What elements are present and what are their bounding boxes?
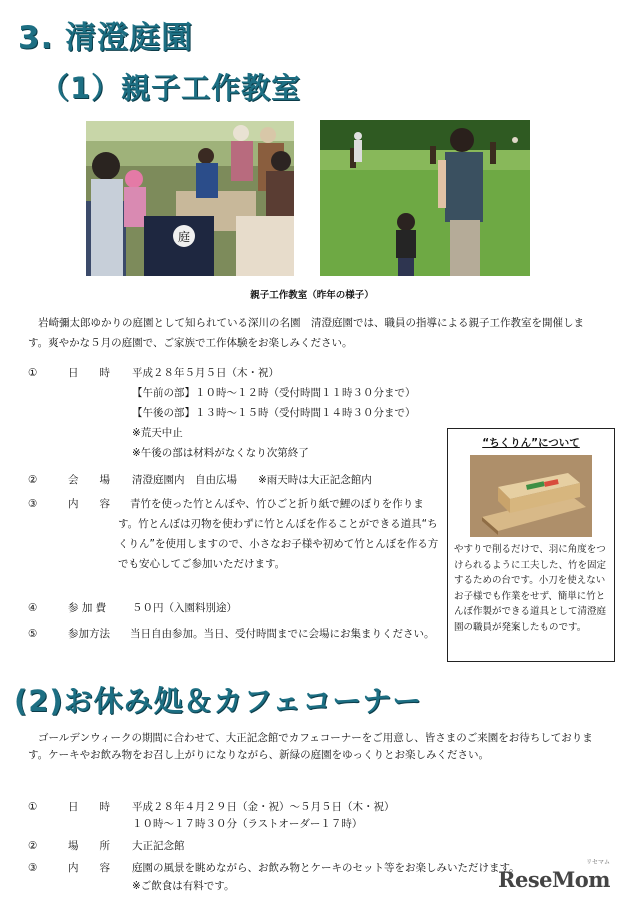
venue-line: 清澄庭園内 自由広場 ※雨天時は大正記念館内: [132, 474, 372, 486]
park-photo: [320, 120, 530, 276]
cafe-dates: 平成２８年４月２９日（金・祝）〜５月５日（木・祝）: [132, 801, 395, 813]
cafe-intro: ゴールデンウィークの期間に合わせて、大正記念館でカフェコーナーをご用意し、皆さまのご来園をお待ちしております。ケーキやお飲み物をお召し上がりになりながら、新緑の庭園をゆっくりとお楽しみください。: [28, 732, 593, 761]
item-number: ③: [28, 862, 38, 874]
watermark-logo: ReseMom: [498, 867, 610, 892]
item-label: 参加方法: [68, 628, 110, 640]
chikurin-info-box: [447, 428, 615, 662]
photo-caption: 親子工作教室（昨年の様子）: [250, 290, 374, 301]
item-number: ①: [28, 801, 38, 813]
watermark-small: リセマム: [586, 859, 610, 866]
fee-line: ５０円（入園料別途）: [132, 602, 237, 614]
item-label: 内 容: [68, 862, 110, 874]
subsection-heading-cafe: (2)お休み処＆カフェコーナー: [14, 684, 423, 718]
item-number: ①: [28, 367, 38, 379]
section-heading: 3. 清澄庭園: [18, 20, 194, 56]
item-label: 内 容: [68, 498, 110, 510]
item-label: 会 場: [68, 474, 110, 486]
chikurin-box-title: “ちくりん”について: [482, 437, 580, 449]
workshop-photo: [86, 121, 294, 276]
morning-session: 【午前の部】１０時〜１２時（受付時間１１時３０分まで）: [132, 387, 416, 399]
participation-description: 当日自由参加。当日、受付時間までに会場にお集まりください。: [130, 628, 435, 640]
cafe-fee-note: ※ご飲食は有料です。: [132, 880, 235, 892]
item-number: ⑤: [28, 628, 38, 640]
item-number: ②: [28, 474, 38, 486]
cafe-hours: １０時〜１７時３０分（ラストオーダー１７時）: [132, 818, 363, 830]
workshop-intro: 岩崎彌太郎ゆかりの庭園として知られている深川の名園 清澄庭園では、職員の指導による親子工作教室を開催します。爽やかな５月の庭園で、ご家族で工作体験をお楽しみください。: [28, 317, 584, 349]
content-description: 青竹を使った竹とんぼや、竹ひごと折り紙で鯉のぼりを作ります。竹とんぼは刃物を使わずに竹とんぼを作ることができる道具“ちくりん”を使用しますので、小さなお子様や初めて竹とんぼを作る方でも安心してご参加いただけます。: [118, 498, 439, 570]
chikurin-photo: [470, 455, 592, 537]
item-label: 場 所: [68, 840, 110, 852]
weather-note: ※荒天中止: [132, 427, 183, 439]
afternoon-session: 【午後の部】１３時〜１５時（受付時間１４時３０分まで）: [132, 407, 416, 419]
materials-note: ※午後の部は材料がなくなり次第終了: [132, 447, 309, 459]
chikurin-box-text: やすりで削るだけで、羽に角度をつけられるように工夫した、竹を固定するための台です。小刀を使えないお子様でも作業をせず、簡単に竹とんぼ作製ができる道具として清澄庭園の職員が発案したものです。: [454, 544, 607, 633]
item-label: 日 時: [68, 801, 110, 813]
subsection-heading-workshop: （1）親子工作教室: [40, 71, 302, 105]
item-label: 参 加 費: [68, 602, 107, 614]
svg-text:庭: 庭: [178, 230, 191, 244]
item-number: ③: [28, 498, 38, 510]
date-line: 平成２８年５月５日（木・祝）: [132, 367, 279, 379]
cafe-place: 大正記念館: [132, 840, 185, 852]
item-number: ④: [28, 602, 38, 614]
cafe-content: 庭園の風景を眺めながら、お飲み物とケーキのセット等をお楽しみいただけます。: [132, 862, 520, 874]
item-label: 日 時: [68, 367, 110, 379]
item-number: ②: [28, 840, 38, 852]
